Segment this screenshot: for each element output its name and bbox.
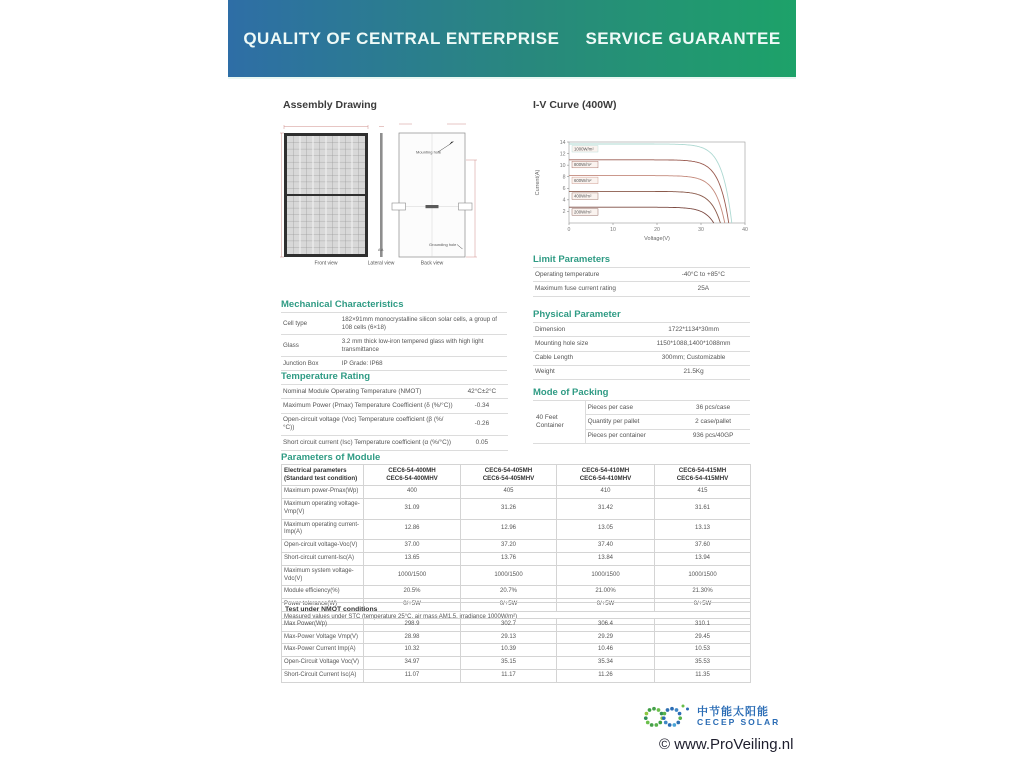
param-value: 10.32 bbox=[364, 644, 461, 657]
param-value: 31.42 bbox=[557, 498, 655, 519]
logo-dot-green bbox=[654, 723, 658, 727]
param-value: 936 pcs/40GP bbox=[676, 429, 750, 443]
mechanical-title: Mechanical Characteristics bbox=[281, 299, 404, 310]
nmot-grid bbox=[281, 602, 751, 683]
title-row bbox=[282, 603, 751, 619]
stc-note: Measured values under STC (temperature 25°C, air mass AM1.5, irradiance 1000W/m²) bbox=[282, 611, 751, 624]
table-row bbox=[282, 644, 751, 657]
param-value: 1000/1500 bbox=[655, 565, 751, 586]
param-value: 410 bbox=[557, 486, 655, 499]
param-label: Maximum operating current-Imp(A) bbox=[282, 519, 364, 540]
table-row bbox=[282, 519, 751, 540]
logo-dot-green bbox=[648, 708, 652, 712]
x-tick-label: 40 bbox=[742, 227, 748, 233]
param-value: -0.34 bbox=[456, 399, 508, 413]
table-row bbox=[533, 401, 750, 415]
param-value: 11.17 bbox=[461, 670, 557, 683]
param-value: 0/+5W bbox=[364, 599, 461, 612]
assembly-drawing bbox=[279, 116, 511, 268]
logo-dot-green bbox=[644, 716, 648, 720]
lateral-view-label: Lateral view bbox=[367, 260, 395, 267]
param-value: IP Grade: IP68 bbox=[340, 357, 507, 371]
table-row bbox=[282, 631, 751, 644]
param-value: 21.30% bbox=[655, 586, 751, 599]
param-value: -40°C to +85°C bbox=[657, 268, 750, 282]
nmot-title: Test under NMOT conditions bbox=[282, 603, 751, 619]
param-label: Module efficiency(%) bbox=[282, 586, 364, 599]
iv-curve-chart bbox=[531, 118, 757, 244]
param-value: 1722*1134*30mm bbox=[637, 323, 750, 337]
quality-banner bbox=[228, 0, 796, 79]
table-row bbox=[281, 335, 507, 357]
mounting-hole-label: Mounting hole bbox=[416, 149, 442, 155]
param-label: Glass bbox=[281, 335, 340, 357]
grounding-hole-label: Grounding hole bbox=[429, 242, 457, 247]
back-view-label: Back view bbox=[420, 260, 444, 267]
param-value: 12.96 bbox=[461, 519, 557, 540]
logo-dot-blue bbox=[678, 712, 682, 716]
param-label: Maximum fuse current rating bbox=[533, 282, 657, 296]
table-row bbox=[533, 323, 750, 337]
param-value: 2 case/pallet bbox=[676, 415, 750, 429]
model-name: CEC6-54-410MHV bbox=[579, 475, 632, 483]
table-row bbox=[282, 552, 751, 565]
module-grid bbox=[281, 464, 751, 625]
param-value: 1000/1500 bbox=[364, 565, 461, 586]
y-tick-label: 12 bbox=[559, 151, 566, 158]
table-row bbox=[533, 282, 750, 296]
param-value: 310.1 bbox=[655, 618, 751, 631]
header-row bbox=[282, 465, 751, 486]
curve-label: 800W/m² bbox=[574, 162, 592, 168]
logo-dot-blue bbox=[675, 708, 679, 712]
param-value: 35.15 bbox=[461, 657, 557, 670]
param-value: 10.39 bbox=[461, 644, 557, 657]
junction-strip bbox=[426, 205, 439, 208]
logo-dot-green bbox=[657, 708, 661, 712]
param-label: Short circuit current (Isc) Temperature coefficient (α (%/°C)) bbox=[281, 436, 456, 450]
logo-dot-blue bbox=[663, 712, 667, 716]
y-tick-label: 10 bbox=[559, 162, 566, 169]
mounting-rail-left bbox=[392, 203, 406, 210]
model-name: CEC6-54-400MH bbox=[388, 467, 436, 474]
param-label: Cell type bbox=[281, 313, 340, 335]
model-header bbox=[364, 465, 461, 486]
param-value: 34.97 bbox=[364, 657, 461, 670]
param-value: 21.00% bbox=[557, 586, 655, 599]
param-value: 20.5% bbox=[364, 586, 461, 599]
param-value: 11.26 bbox=[557, 670, 655, 683]
back-view bbox=[392, 133, 472, 257]
logo-dot-green bbox=[646, 721, 650, 725]
param-label: Dimension bbox=[533, 323, 637, 337]
param-value: 31.26 bbox=[461, 498, 557, 519]
param-value: 21.5Kg bbox=[637, 365, 750, 379]
param-label: Power tolerance(W) bbox=[282, 599, 364, 612]
assembly-drawing-title: Assembly Drawing bbox=[283, 99, 377, 111]
param-label: Open-Circuit Voltage Voc(V) bbox=[282, 657, 364, 670]
table-row bbox=[282, 565, 751, 586]
copyright-watermark: © www.ProVeiling.nl bbox=[659, 736, 794, 753]
lateral-view bbox=[378, 133, 384, 257]
param-value: 298.9 bbox=[364, 618, 461, 631]
param-value: 306.4 bbox=[557, 618, 655, 631]
param-label: Maximum operating voltage-Vmp(V) bbox=[282, 498, 364, 519]
logo-dot-blue bbox=[664, 721, 668, 725]
y-axis-label: Current(A) bbox=[535, 169, 541, 196]
logo-dot-blue bbox=[672, 723, 676, 727]
param-value: 405 bbox=[461, 486, 557, 499]
table-row bbox=[533, 365, 750, 379]
logo-dot-blue bbox=[670, 707, 674, 711]
model-header bbox=[557, 465, 655, 486]
table-row bbox=[533, 337, 750, 351]
param-label: Open-circuit voltage-Voc(V) bbox=[282, 540, 364, 553]
param-value: 13.94 bbox=[655, 552, 751, 565]
table-row bbox=[282, 670, 751, 683]
table-row bbox=[282, 618, 751, 631]
kv-table bbox=[281, 312, 507, 371]
model-header bbox=[655, 465, 751, 486]
table-row bbox=[281, 313, 507, 335]
param-label: Short-Circuit Current Isc(A) bbox=[282, 670, 364, 683]
iv-curve-title: I-V Curve (400W) bbox=[533, 99, 617, 111]
param-value: 3.2 mm thick low-iron tempered glass with high light transmittance bbox=[340, 335, 507, 357]
param-value: 0.05 bbox=[456, 436, 508, 450]
logo-dot-green bbox=[658, 721, 662, 725]
nmot-table bbox=[281, 602, 751, 683]
section-marker-a: A A bbox=[378, 248, 384, 252]
param-label: Max-Power Voltage Vmp(V) bbox=[282, 631, 364, 644]
logo-dot-green bbox=[652, 707, 656, 711]
model-name: CEC6-54-400MHV bbox=[386, 475, 438, 483]
param-label: Short-circuit current-Isc(A) bbox=[282, 552, 364, 565]
y-tick-label: 4 bbox=[562, 197, 566, 204]
curve-label: 400W/m² bbox=[574, 193, 592, 199]
param-value: 302.7 bbox=[461, 618, 557, 631]
model-name: CEC6-54-415MH bbox=[678, 467, 727, 474]
y-tick-label: 6 bbox=[562, 186, 566, 193]
banner-title-left: QUALITY OF CENTRAL ENTERPRISE bbox=[243, 28, 560, 48]
param-value: 37.00 bbox=[364, 540, 461, 553]
header-line: Electrical parameters bbox=[284, 467, 347, 474]
param-label: Weight bbox=[533, 365, 637, 379]
mode-of-packing-title: Mode of Packing bbox=[533, 387, 609, 398]
table-row bbox=[281, 357, 507, 371]
logo-dot-blue bbox=[678, 716, 682, 720]
param-label: Quantity per pallet bbox=[585, 415, 676, 429]
param-value: 1150*1088,1400*1088mm bbox=[637, 337, 750, 351]
param-label: Mounting hole size bbox=[533, 337, 637, 351]
param-value: 10.53 bbox=[655, 644, 751, 657]
param-value: 400 bbox=[364, 486, 461, 499]
param-label: Nominal Module Operating Temperature (NMOT) bbox=[281, 385, 456, 399]
param-value: 1000/1500 bbox=[557, 565, 655, 586]
kv-table bbox=[281, 384, 508, 451]
param-value: 12.86 bbox=[364, 519, 461, 540]
table-row bbox=[281, 436, 508, 450]
param-label: Max Power(Wp) bbox=[282, 618, 364, 631]
param-value: 0/+5W bbox=[557, 599, 655, 612]
temperature-rating-title: Temperature Rating bbox=[281, 371, 371, 382]
param-value: 36 pcs/case bbox=[676, 401, 750, 415]
table-row bbox=[282, 586, 751, 599]
table-row bbox=[282, 498, 751, 519]
cecep-logo-icon bbox=[641, 701, 693, 733]
param-value: 10.46 bbox=[557, 644, 655, 657]
param-label: Junction Box bbox=[281, 357, 340, 371]
limit-parameters-title: Limit Parameters bbox=[533, 254, 611, 265]
param-value: 28.98 bbox=[364, 631, 461, 644]
table-row bbox=[533, 351, 750, 365]
lateral-profile bbox=[380, 133, 383, 257]
table-row bbox=[281, 413, 508, 436]
model-header bbox=[461, 465, 557, 486]
param-value: 13.84 bbox=[557, 552, 655, 565]
logo-dot-green bbox=[682, 705, 685, 708]
param-value: 29.45 bbox=[655, 631, 751, 644]
y-tick-label: 14 bbox=[559, 139, 566, 146]
logo-dot-blue bbox=[686, 708, 689, 711]
param-value: 31.09 bbox=[364, 498, 461, 519]
logo-text-en: CECEP SOLAR bbox=[697, 717, 781, 727]
param-label: Maximum system voltage-Vdc(V) bbox=[282, 565, 364, 586]
model-name: CEC6-54-405MH bbox=[484, 467, 533, 474]
param-value: 20.7% bbox=[461, 586, 557, 599]
param-value: 29.13 bbox=[461, 631, 557, 644]
mode-of-packing-table bbox=[533, 400, 750, 444]
y-tick-label: 8 bbox=[562, 174, 566, 181]
param-value: 37.20 bbox=[461, 540, 557, 553]
param-value: 0/+5W bbox=[461, 599, 557, 612]
front-view bbox=[284, 133, 368, 257]
param-value: 415 bbox=[655, 486, 751, 499]
param-value: 37.60 bbox=[655, 540, 751, 553]
mounting-rail-right bbox=[459, 203, 473, 210]
table-row bbox=[533, 268, 750, 282]
mechanical-table bbox=[281, 312, 507, 371]
y-tick-label: 2 bbox=[562, 209, 566, 216]
x-tick-label: 20 bbox=[654, 227, 660, 233]
param-label: Pieces per container bbox=[585, 429, 676, 443]
banner-title-right: SERVICE GUARANTEE bbox=[585, 28, 781, 48]
header-line: (Standard test condition) bbox=[284, 475, 358, 483]
physical-parameter-table bbox=[533, 322, 750, 380]
param-label: Pieces per case bbox=[585, 401, 676, 415]
param-value: 11.07 bbox=[364, 670, 461, 683]
table-row bbox=[281, 399, 508, 413]
x-tick-label: 10 bbox=[610, 227, 616, 233]
packing-table bbox=[533, 400, 750, 444]
param-value: 35.53 bbox=[655, 657, 751, 670]
logo-dot-blue bbox=[662, 716, 666, 720]
parameters-of-module-table bbox=[281, 464, 751, 625]
logo-dot-blue bbox=[668, 723, 672, 727]
curve-label: 200W/m² bbox=[574, 209, 592, 215]
logo-text-cn: 中节能太阳能 bbox=[697, 706, 769, 718]
param-label: Operating temperature bbox=[533, 268, 657, 282]
param-label: Open-circuit voltage (Voc) Temperature coefficient (β (%/°C)) bbox=[281, 413, 456, 436]
param-value: 13.76 bbox=[461, 552, 557, 565]
param-label: Maximum Power (Pmax) Temperature Coefficient (δ (%/°C)) bbox=[281, 399, 456, 413]
logo-dot-blue bbox=[676, 721, 680, 725]
kv-table bbox=[533, 322, 750, 380]
model-name: CEC6-54-410MH bbox=[581, 467, 630, 474]
table-row bbox=[282, 486, 751, 499]
limit-parameters-table bbox=[533, 267, 750, 297]
logo-dot-blue bbox=[666, 708, 670, 712]
param-value: 11.35 bbox=[655, 670, 751, 683]
electrical-parameters-header bbox=[282, 465, 364, 486]
x-tick-label: 30 bbox=[698, 227, 704, 233]
table-row bbox=[282, 540, 751, 553]
model-name: CEC6-54-415MHV bbox=[676, 475, 729, 483]
table-row bbox=[282, 657, 751, 670]
front-view-label: Front view bbox=[314, 260, 338, 267]
param-value: 37.40 bbox=[557, 540, 655, 553]
param-value: 35.34 bbox=[557, 657, 655, 670]
x-tick-label: 0 bbox=[567, 227, 571, 233]
param-value: 13.65 bbox=[364, 552, 461, 565]
param-value: 29.29 bbox=[557, 631, 655, 644]
param-value: 13.05 bbox=[557, 519, 655, 540]
physical-parameter-title: Physical Parameter bbox=[533, 309, 621, 320]
param-value: 182×91mm monocrystalline silicon solar cells, a group of 108 cells (6×18) bbox=[340, 313, 507, 335]
model-name: CEC6-54-405MHV bbox=[482, 475, 535, 483]
param-value: -0.26 bbox=[456, 413, 508, 436]
container-type: 40 Feet Container bbox=[533, 401, 585, 444]
param-value: 31.61 bbox=[655, 498, 751, 519]
x-axis-label: Voltage(V) bbox=[644, 236, 670, 242]
param-value: 1000/1500 bbox=[461, 565, 557, 586]
param-value: 300mm; Customizable bbox=[637, 351, 750, 365]
parameters-of-module-title: Parameters of Module bbox=[281, 452, 381, 463]
curve-label: 1000W/m² bbox=[574, 146, 594, 152]
param-value: 13.13 bbox=[655, 519, 751, 540]
param-label: Max-Power Current Imp(A) bbox=[282, 644, 364, 657]
param-value: 42°C±2°C bbox=[456, 385, 508, 399]
table-row bbox=[281, 385, 508, 399]
param-value: 0/+5W bbox=[655, 599, 751, 612]
param-label: Cable Length bbox=[533, 351, 637, 365]
logo-dot-green bbox=[650, 723, 654, 727]
temperature-rating-table bbox=[281, 384, 508, 451]
curve-label: 600W/m² bbox=[574, 177, 592, 183]
param-label: Maximum power-Pmax(Wp) bbox=[282, 486, 364, 499]
logo-dot-green bbox=[645, 712, 649, 716]
param-value: 25A bbox=[657, 282, 750, 296]
kv-table bbox=[533, 267, 750, 297]
